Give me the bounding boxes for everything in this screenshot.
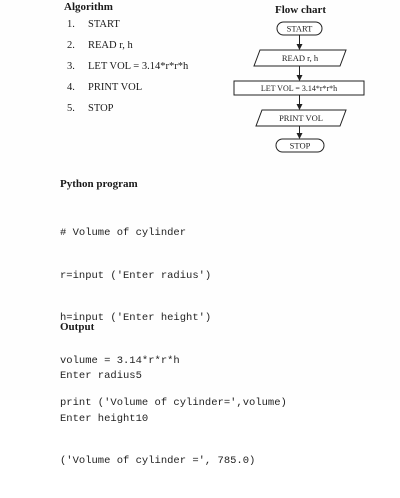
start-label: START bbox=[286, 23, 313, 34]
code-line: h=input ('Enter height') bbox=[60, 312, 212, 324]
algorithm-heading: Algorithm bbox=[64, 1, 113, 13]
algorithm-step: 5. STOP bbox=[67, 103, 114, 114]
output-line: Enter radius5 bbox=[60, 370, 142, 382]
flowchart-diagram bbox=[232, 0, 382, 170]
algorithm-step: 2. READ r, h bbox=[67, 40, 133, 51]
algorithm-step: 3. LET VOL = 3.14*r*r*h bbox=[67, 61, 189, 72]
output-line: Enter height10 bbox=[60, 412, 149, 425]
output-heading: Output bbox=[60, 321, 95, 333]
output-text bbox=[60, 346, 255, 498]
process-label: LET VOL = 3.14*r*r*h bbox=[260, 84, 338, 93]
code-line: # Volume of cylinder bbox=[60, 227, 187, 239]
stop-label: STOP bbox=[289, 140, 311, 151]
flowchart-title: Flow chart bbox=[275, 4, 327, 16]
code-line: volume = 3.14*r*r*h bbox=[60, 354, 180, 367]
read-label: READ r, h bbox=[281, 53, 319, 63]
algorithm-step: 4. PRINT VOL bbox=[67, 82, 143, 93]
algorithm-steps bbox=[67, 19, 188, 124]
print-label: PRINT VOL bbox=[279, 113, 323, 123]
code-line: r=input ('Enter radius') bbox=[60, 269, 212, 282]
output-line: ('Volume of cylinder =', 785.0) bbox=[60, 455, 256, 467]
python-heading: Python program bbox=[60, 178, 138, 190]
code-line: print ('Volume of cylinder=',volume) bbox=[60, 397, 287, 409]
flowchart bbox=[232, 0, 382, 170]
algorithm-step: 1. START bbox=[67, 19, 120, 30]
